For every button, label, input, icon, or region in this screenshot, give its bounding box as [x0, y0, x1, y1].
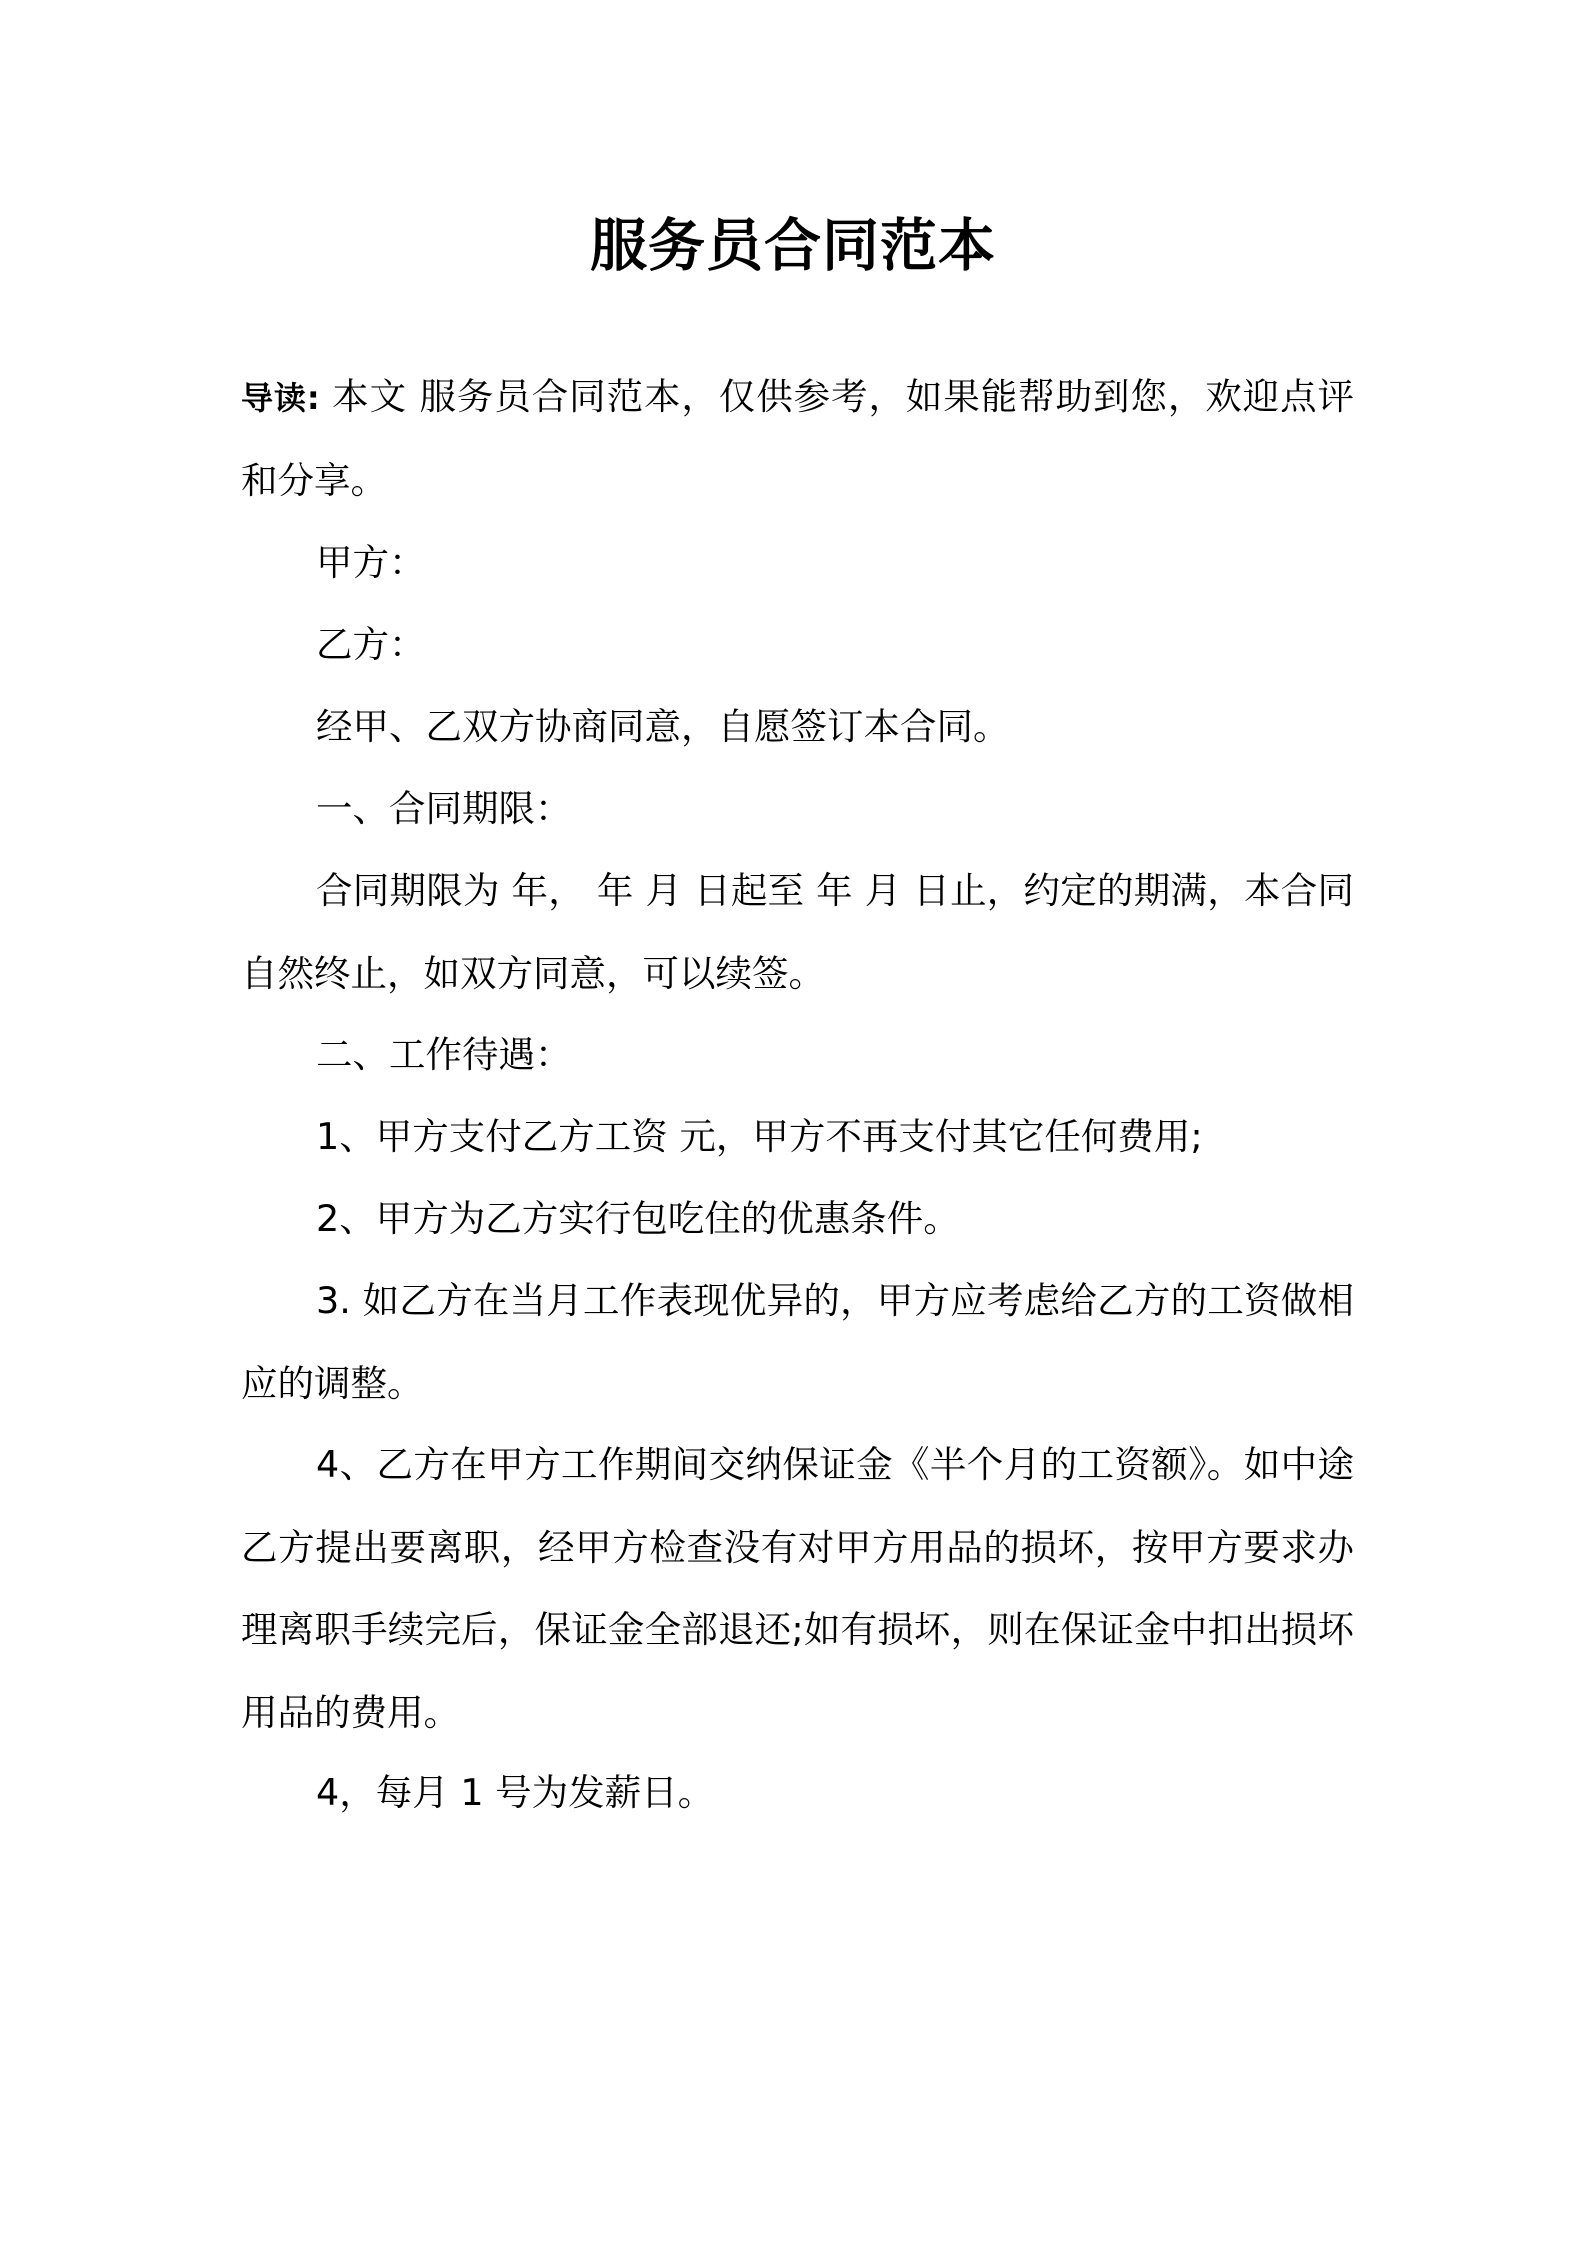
- item-2-paragraph: 2、甲方为乙方实行包吃住的优惠条件。: [316, 1197, 960, 1240]
- intro-paragraph: [241, 356, 1354, 522]
- intro-text: 本文 服务员合同范本，仅供参考，如果能帮助到您，欢迎点评和分享。: [241, 375, 1354, 502]
- section2-heading: 二、工作待遇：: [316, 1033, 572, 1076]
- item-5-paragraph: 4，每月 1 号为发薪日。: [316, 1771, 715, 1814]
- document-title: 服务员合同范本: [590, 213, 996, 279]
- item-3-paragraph: 3. 如乙方在当月工作表现优异的，甲方应考虑给乙方的工资做相应的调整。: [241, 1279, 1354, 1405]
- party-a-line: 甲方：: [316, 541, 426, 584]
- agreement-paragraph: 经甲、乙双方协商同意，自愿签订本合同。: [316, 705, 1010, 748]
- section1-paragraph: 合同期限为 年， 年 月 日起至 年 月 日止，约定的期满，本合同自然终止，如双方同意，可以续签。: [241, 869, 1354, 995]
- item-1-paragraph: 1、甲方支付乙方工资 元，甲方不再支付其它任何费用;: [316, 1115, 1203, 1158]
- item-4-paragraph: 4、乙方在甲方工作期间交纳保证金《半个月的工资额》。如中途乙方提出要离职，经甲方检查没有对甲方用品的损坏，按甲方要求办理离职手续完后，保证金全部退还;如有损坏，则在保证金中扣出损坏用品的费用。: [241, 1443, 1354, 1734]
- party-b-line: 乙方：: [316, 623, 426, 666]
- section1-heading: 一、合同期限：: [316, 787, 572, 830]
- intro-label: 导读:: [241, 379, 320, 417]
